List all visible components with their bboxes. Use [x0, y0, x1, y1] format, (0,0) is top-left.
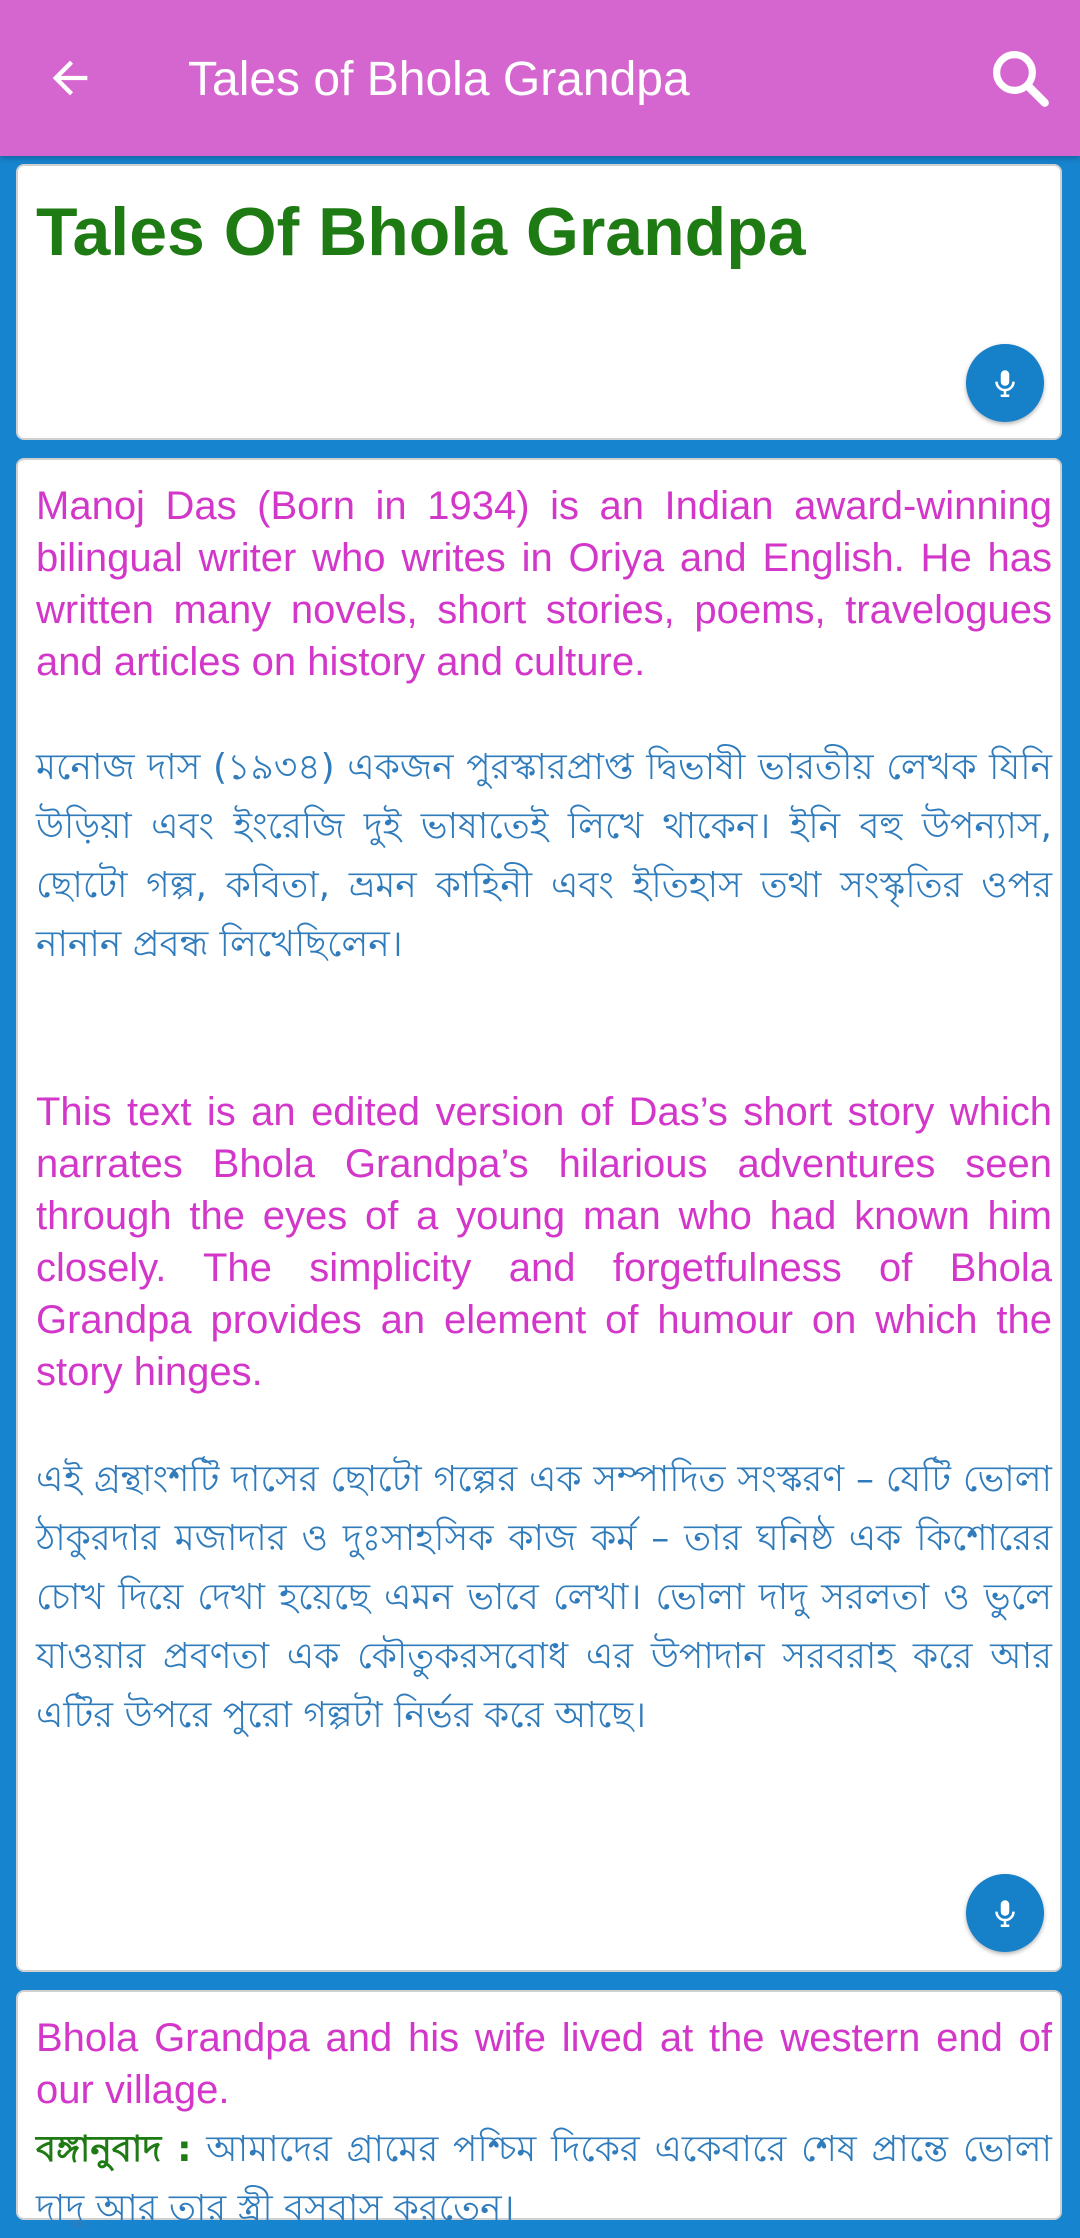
search-button[interactable] — [980, 38, 1060, 118]
story-line-english: Bhola Grandpa and his wife lived at the western end of our village. — [36, 2016, 1052, 2112]
story-line-card — [16, 1990, 1062, 2229]
intro-paragraph-english-2: This text is an edited version of Das’s short story which narrates Bhola Grandpa’s hilarious adventures seen through the eyes of a young man who had known him closely. The simplicity and forgetfulness of Bhola Grandpa provides an element of humour on which the story hinges. — [36, 1090, 1052, 1394]
intro-paragraph-english-1: Manoj Das (Born in 1934) is an Indian award-winning bilingual writer who writes in Oriya and English. He has written many novels, short stories, poems, travelogues and articles on history and culture. — [36, 484, 1052, 684]
intro-paragraph-bengali-1: মনোজ দাস (১৯৩৪) একজন পুরস্কারপ্রাপ্ত দ্বিভাষী ভারতীয় লেখক যিনি উড়িয়া এবং ইংরেজি দুই ভাষাতেই লিখে থাকেন। ইনি বহু উপন্যাস, ছোটো গল্প, কবিতা, ভ্রমন কাহিনী এবং ইতিহাস তথা সংস্কৃতির ওপর নানান প্রবন্ধ লিখেছিলেন। — [36, 747, 1052, 965]
back-button[interactable] — [30, 38, 110, 118]
search-icon — [987, 45, 1053, 111]
arrow-back-icon — [44, 52, 96, 104]
introduction-card — [16, 458, 1062, 1972]
translation-label: বঙ্গানুবাদ : — [36, 2129, 192, 2170]
story-line-translation — [36, 2120, 1052, 2238]
toolbar-title: Tales of Bhola Grandpa — [188, 53, 690, 106]
title-mic-button[interactable] — [966, 344, 1044, 422]
intro-mic-button[interactable] — [966, 1874, 1044, 1952]
story-heading: Tales Of Bhola Grandpa — [36, 194, 806, 270]
title-card — [16, 164, 1062, 440]
story-line-bengali: আমাদের গ্রামের পশ্চিম দিকের একেবারে শেষ প্রান্তে ভোলা দাদু আর তার স্ত্রী বসবাস করতেন। — [36, 2129, 1052, 2229]
app-toolbar — [0, 0, 1080, 156]
intro-paragraph-bengali-2: এই গ্রন্থাংশটি দাসের ছোটো গল্পের এক সম্পাদিত সংস্করণ – যেটি ভোলা ঠাকুরদার মজাদার ও দুঃসাহসিক কাজ কর্ম – তার ঘনিষ্ঠ এক কিশোরের চোখ দিয়ে দেখা হয়েছে এমন ভাবে লেখা। ভোলা দাদু সরলতা ও ভুলে যাওয়ার প্রবণতা এক কৌতুকরসবোধ এর উপাদান সরবরাহ করে আর এটির উপরে পুরো গল্পটা নির্ভর করে আছে। — [36, 1459, 1052, 1736]
microphone-icon — [988, 1896, 1022, 1930]
microphone-icon — [988, 366, 1022, 400]
